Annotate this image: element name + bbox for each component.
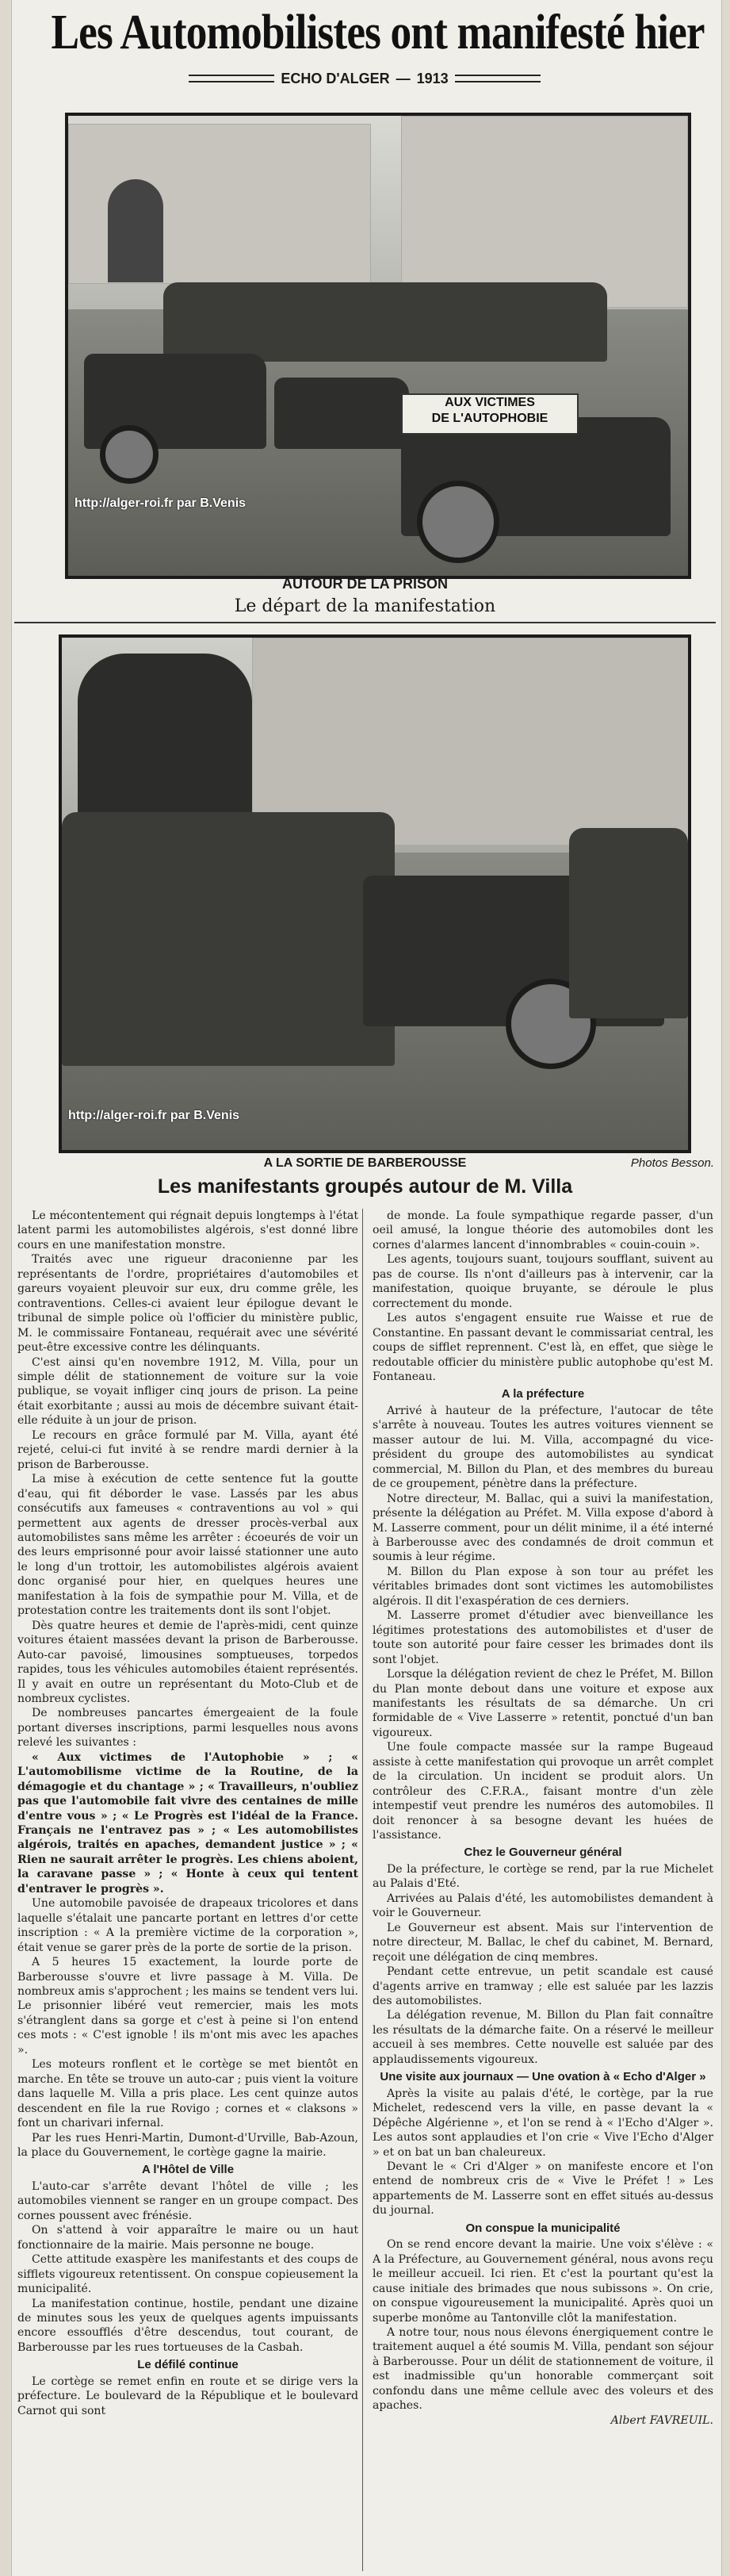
article-paragraph: De nombreuses pancartes émergeaient de la foule portant diverses inscriptions, parmi lesquelles nous avons relevé les suivantes :	[17, 1707, 358, 1750]
article-paragraph: Pendant cette entrevue, un petit scandale est causé d'agents arrive en tramway ; elle est saluée par les lazzis des automobilistes.	[373, 1965, 713, 2008]
article-paragraph: Cette attitude exaspère les manifestants et des coups de sifflets vigoureux retentissent. On conspue copieusement la municipalité.	[17, 2253, 358, 2296]
photo-watermark: http://alger-roi.fr par B.Venis	[75, 496, 247, 510]
photo-crowd-right	[569, 828, 688, 1018]
column-divider	[362, 1209, 363, 2571]
article-paragraph: Le Gouverneur est absent. Mais sur l'intervention de notre directeur, M. Ballac, le chef du cabinet, M. Bernard, reçoit une délégation de cinq membres.	[373, 1921, 713, 1964]
rule-left	[189, 75, 274, 82]
right-page-edge	[721, 0, 730, 2576]
article-column-left	[17, 1209, 358, 2571]
article-paragraph: La manifestation continue, hostile, pendant une dizaine de minutes sous les yeux de quelques agents impuissants encore essoufflés d'être descendus, tout courant, de Barberousse par les rues tortueuses de la Casbah.	[17, 2297, 358, 2354]
photo-prison-departure	[65, 113, 691, 579]
banner-line-2: DE L'AUTOPHOBIE	[431, 412, 548, 425]
article-paragraph: L'auto-car s'arrête devant l'hôtel de ville ; les automobiles viennent se ranger en un groupe compact. Des cornes poussent avec frénésie.	[17, 2179, 358, 2222]
article-paragraph: Les moteurs ronflent et le cortège se met bientôt en marche. En tête se trouve un auto-car ; puis vient la voiture dans laquelle M. Villa a pris place. Les cent quinze autos descendent en file la rue Rovigo ; cornes et « claksons » font un charivari infernal.	[17, 2058, 358, 2130]
article-paragraph: Le cortège se remet enfin en route et se dirige vers la préfecture. Le boulevard de la République et le boulevard Carnot qui sont	[17, 2375, 358, 2417]
section-subheading: Une visite aux journaux — Une ovation à « Echo d'Alger »	[380, 2070, 706, 2084]
section-subheading: A la préfecture	[501, 1387, 585, 1401]
section-subheading: Le défilé continue	[137, 2358, 239, 2372]
article-paragraph: de monde. La foule sympathique regarde passer, d'un oeil amusé, la longue théorie des automobiles dont les cornes d'alarmes lancent d'innombrables « couin-couin ».	[373, 1209, 713, 1252]
photo-archway	[108, 179, 163, 282]
article-paragraph: M. Billon du Plan expose à son tour au préfet les véritables brimades dont sont victimes les automobilistes algérois. Il dit l'exaspération de ces derniers.	[373, 1565, 713, 1608]
photo-crowd	[62, 812, 395, 1066]
article-paragraph: Traités avec une rigueur draconienne par les représentants de l'ordre, propriétaires d'automobiles et gareurs voyaient pleuvoir sur eux, dru comme grêle, les contraventions. Celles-ci avaient leur épilogue devant le tribunal de simple police où l'officier du ministère public, M. le commissaire Fontaneau, requérait avec une sévérité peut-être excessive contre les délinquants.	[17, 1253, 358, 1355]
article-title: Les manifestants groupés autour de M. Villa	[157, 1175, 573, 1198]
article-paragraph: Devant le « Cri d'Alger » on manifeste encore et l'on entend de nombreux cris de « Vive le Préfet ! » Les appartements de M. Lasserre sont en effet situés au-dessus du journal.	[373, 2160, 713, 2218]
article-paragraph: Une foule compacte massée sur la rampe Bugeaud assiste à cette manifestation qui provoque un arrêt complet de la circulation. Un incident se produit alors. Un contrôleur des C.F.R.A., faisant montre d'un zèle intempestif veut prendre les numéros des automobiles. Il doit renoncer à sa besogne devant les huées de l'assistance.	[373, 1741, 713, 1842]
separator-rule	[14, 622, 716, 623]
section-subheading: Chez le Gouverneur général	[464, 1846, 622, 1860]
article-paragraph: Le recours en grâce formulé par M. Villa, ayant été rejeté, celui-ci fut invité à se rendre mardi dernier à la prison de Barberousse.	[17, 1428, 358, 1471]
photo-banner	[401, 393, 579, 435]
section-subheading: On conspue la municipalité	[465, 2221, 621, 2235]
photo-watermark: http://alger-roi.fr par B.Venis	[68, 1109, 240, 1122]
photo1-caption-small: AUTOUR DE LA PRISON	[281, 576, 448, 592]
photo-barberousse-exit	[59, 634, 691, 1153]
article-paragraph: Dès quatre heures et demie de l'après-midi, cent quinze voitures étaient massées devant la prison de Barberousse. Auto-car pavoisé, limousines somptueuses, torpedos rapides, tous les véhicules automobiles étaient représentés. Il y avait en outre un représentant du Moto-Club et de nombreux cyclistes.	[17, 1619, 358, 1705]
source-separator: —	[396, 70, 411, 86]
article-paragraph: C'est ainsi qu'en novembre 1912, M. Villa, pour un simple délit de stationnement de voiture sur la voie publique, se voyait infliger cinq jours de prison. La peine était exorbitante ; aussi au mois de décembre suivant était-elle réduite à un jour de prison.	[17, 1355, 358, 1428]
article-paragraph: La mise à exécution de cette sentence fut la goutte d'eau, qui fit déborder le vase. Lassés par les abus consécutifs aux fameuses « contraventions au vol » qui permettent aux agents de dresser procès-verbal aux automobilistes sans même les arrêter : écoeurés de voir un des leurs emprisonné pour avoir laissé stationner une auto le long d'un trottoir, les automobilistes algérois avaient donc organisé pour hier, en quelques heures une manifestation à la fois de sympathie pour M. Villa, et de protestation contre les traitements dont ils sont l'objet.	[17, 1473, 358, 1618]
source-line	[182, 70, 547, 87]
article-paragraph: La délégation revenue, M. Billon du Plan fait connaître les résultats de la démarche faite. On a réservé le meilleur accueil à ses membres. Cette nouvelle est saluée par des applaudissements vigoureux.	[373, 2009, 713, 2066]
article-paragraph: Les autos s'engagent ensuite rue Waisse et rue de Constantine. En passant devant le commissariat central, les coups de sifflet reprennent. C'est là, en effet, que siège le redoutable officier du ministère public autophobe qu'est M. Fontaneau.	[373, 1312, 713, 1383]
article-paragraph: Lorsque la délégation revient de chez le Préfet, M. Billon du Plan monte debout dans une voiture et expose aux manifestants les résultats de sa démarche. Un cri formidable de « Vive Lasserre » retentit, ponctué d'un ban vigoureux.	[373, 1668, 713, 1739]
article-paragraph: A 5 heures 15 exactement, la lourde porte de Barberousse s'ouvre et livre passage à M. Villa. De nombreux amis s'approchent ; les mains se tendent vers lui. Le prisonnier libéré veut remercier, mais les mots s'étranglent dans sa gorge et c'est à peine si l'on entend ces mots : « C'est ignoble ! ils m'ont mis avec les apaches ».	[17, 1956, 358, 2057]
banner-line-1: AUX VICTIMES	[445, 396, 535, 409]
article-paragraph: Arrivées au Palais d'été, les automobilistes demandent à voir le Gouverneur.	[373, 1892, 713, 1920]
source-year: 1913	[416, 70, 449, 86]
article-paragraph: Par les rues Henri-Martin, Dumont-d'Urville, Bab-Azoun, la place du Gouvernement, le cortège gagne la mairie.	[17, 2131, 358, 2159]
article-paragraph: Arrivé à hauteur de la préfecture, l'autocar de tête s'arrête à nouveau. Toutes les autres voitures viennent se masser autour de lui. M. Villa, accompagné du vice-président du groupe des automobilistes au syndicat commercial, M. Billon du Plan, et des membres du bureau de ce groupement, pénètre dans la préfecture.	[373, 1404, 713, 1491]
article-paragraph: M. Lasserre promet d'étudier avec bienveillance les légitimes protestations des automobilistes et d'user de toute son autorité pour faire cesser les brimades dont ils sont l'objet.	[373, 1609, 713, 1666]
article-paragraph: On s'attend à voir apparaître le maire ou un haut fonctionnaire de la mairie. Mais personne ne bouge.	[17, 2224, 358, 2252]
left-page-edge	[0, 0, 12, 2576]
article-paragraph: On se rend encore devant la mairie. Une voix s'élève : « A la Préfecture, au Gouvernement général, nous avons reçu le meilleur accueil. Ici rien. Et c'est la pourtant qu'est la cause initiale des brimades que nous subissons ». On crie, on conspue vigoureusement la municipalité. Après quoi un superbe monôme au Tantonville clôt la manifestation.	[373, 2238, 713, 2325]
photo-wheel	[100, 425, 159, 484]
headline: Les Automobilistes ont manifesté hier	[51, 6, 705, 59]
photo-autocar-wheel	[417, 481, 499, 563]
article-paragraph: Le mécontentement qui régnait depuis longtemps à l'état latent parmi les automobilistes algérois, s'est donné libre cours en une manifestation monstre.	[17, 1209, 358, 1252]
article-paragraph: Notre directeur, M. Ballac, qui a suivi la manifestation, présente la délégation au Préfet. M. Villa expose d'abord à M. Lasserre comment, pour un délit minime, il a été interné à Barberousse avec des condamnés de droit commun et soumis à leur régime.	[373, 1492, 713, 1564]
source-name: ECHO D'ALGER	[281, 70, 390, 86]
photo-crowd	[163, 282, 607, 362]
photo-building-right	[401, 116, 688, 308]
placard-quotes: « Aux victimes de l'Autophobie » ; « L'automobilisme victime de la Routine, de la démagogie et du chantage » ; « Travailleurs, n'oubliez pas que l'automobile fait vivre des centaines de mille d'entre vous » ; « Le Progrès est l'idéal de la France. Français ne l'entravez pas » ; « Les automobilistes algérois, traités en apaches, demandent justice » ; « Rien ne saurait arrêter le progrès. Les chiens aboient, la caravane passe » ; « Honte à ceux qui tentent d'entraver le progrès ».	[17, 1750, 358, 1896]
section-subheading: A l'Hôtel de Ville	[141, 2163, 235, 2177]
article-paragraph: Après la visite au palais d'été, le cortège, par la rue Michelet, redescend vers la ville, en passe devant la « Dépêche Algérienne », et l'on se rend à « l'Echo d'Alger ». Les autos sont applaudies et l'on crie « Vive l'Echo d'Alger » et on bat un ban chaleureux.	[373, 2087, 713, 2159]
article-kicker: A LA SORTIE DE BARBEROUSSE	[263, 1156, 467, 1170]
rule-right	[455, 75, 541, 82]
author-signature: Albert FAVREUIL.	[610, 2413, 713, 2427]
article-paragraph: Une automobile pavoisée de drapeaux tricolores et dans laquelle s'étalait une pancarte portant en lettres d'or cette inscription : « A la première victime de la corporation », était venue se garer près de la porte de sortie de la prison.	[17, 1897, 358, 1954]
photo-car-center	[274, 378, 409, 449]
article-paragraph: A notre tour, nous nous élevons énergiquement contre le traitement auquel a été soumis M. Villa, pendant son séjour à Barberousse. Pour un délit de stationnement de voiture, il est inadmissible qu'un honorable commerçant soit confondu dans une même cellule avec des voleurs et des apaches.	[373, 2325, 713, 2413]
article-paragraph: De la préfecture, le cortège se rend, par la rue Michelet au Palais d'Eté.	[373, 1862, 713, 1891]
photo-credit: Photos Besson.	[630, 1156, 714, 1170]
article-paragraph: Les agents, toujours suant, toujours soufflant, suivent au pas de course. Ils n'ont d'ailleurs pas à intervenir, car la manifestation, quoique bruyante, se déroule le plus correctement du monde.	[373, 1253, 713, 1310]
photo1-caption-main: Le départ de la manifestation	[234, 596, 496, 616]
article-column-right	[373, 1209, 713, 2571]
